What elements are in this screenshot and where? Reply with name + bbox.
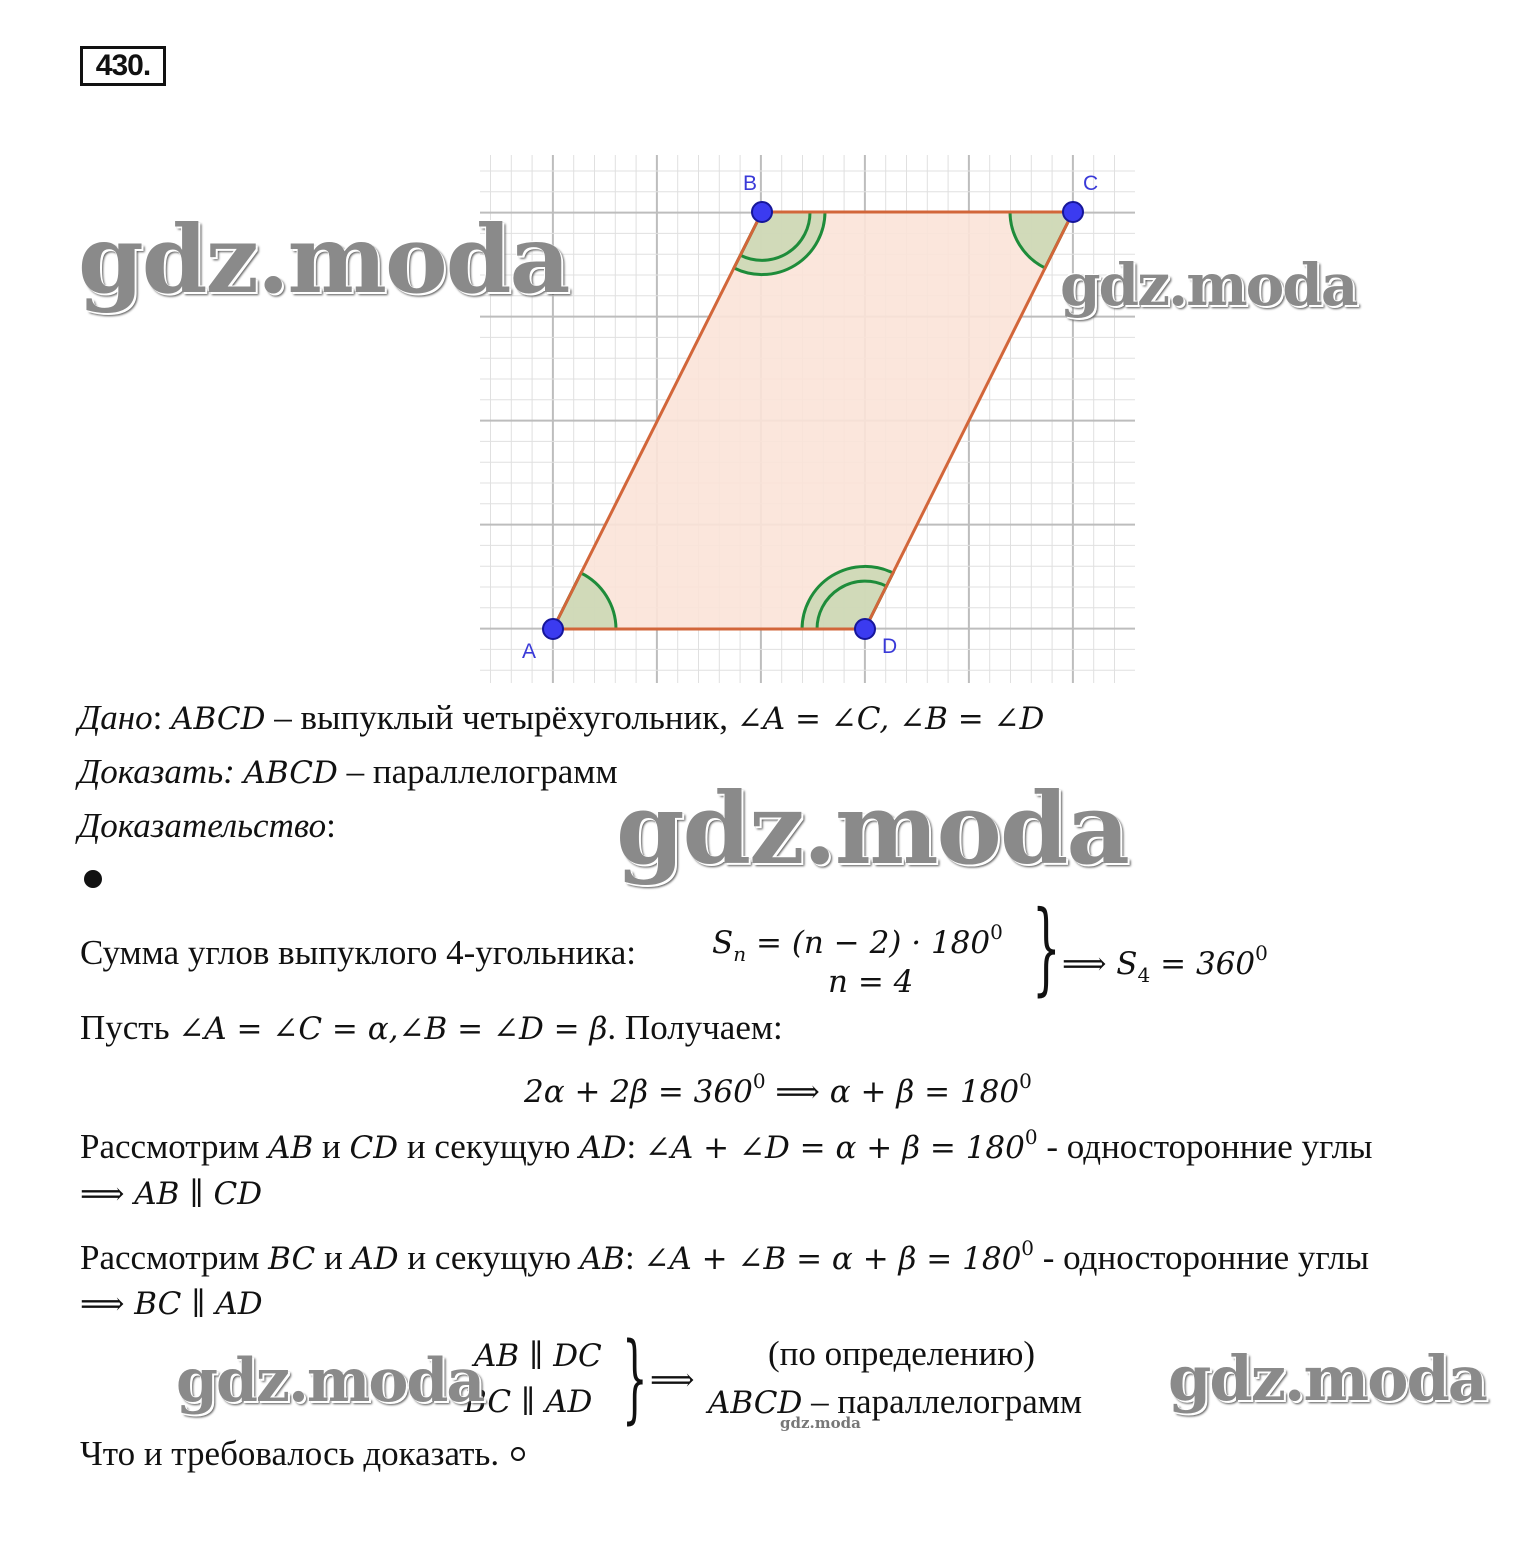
point-c — [1063, 202, 1083, 222]
prove-figure: ABCD — [243, 755, 338, 791]
watermark: gdz.moda — [176, 1346, 484, 1416]
step2-m3: AB — [579, 1241, 625, 1277]
sum-formula-sup: 0 — [990, 920, 1003, 944]
step2-expr: ∠A + ∠B = α + β = 180 — [643, 1241, 1022, 1277]
prove-label: Доказать: — [78, 752, 235, 791]
bullet — [84, 870, 102, 888]
let-word: Пусть — [80, 1008, 179, 1047]
sum-result-sub: 4 — [1137, 963, 1151, 987]
point-b — [752, 202, 772, 222]
step2-conclusion: ⟹ BC ∥ AD — [80, 1286, 263, 1322]
sum-result — [1062, 933, 1268, 995]
step1-m2: CD — [349, 1130, 399, 1166]
step1-expr: ∠A + ∠D = α + β = 180 — [644, 1130, 1025, 1166]
watermark: gdz.moda — [78, 205, 569, 315]
step1-w3: и секущую — [398, 1127, 580, 1166]
point-a — [543, 619, 563, 639]
final-line1: AB ∥ DC — [474, 1338, 602, 1374]
eq-left: 2α + 2β = 360 — [524, 1074, 753, 1110]
final-word: параллелограмм — [837, 1382, 1083, 1421]
label-a: A — [522, 640, 537, 663]
step1-m1: AB — [268, 1130, 314, 1166]
final-dash: – — [802, 1382, 838, 1421]
final-note: (по определению) — [768, 1334, 1036, 1373]
step1-sup: 0 — [1024, 1125, 1038, 1149]
sum-s-sub: n — [733, 942, 747, 966]
given-line — [78, 698, 1044, 739]
eq-mid: ⟹ α + β = 180 — [765, 1074, 1020, 1110]
watermark: gdz.moda — [616, 772, 1128, 887]
final-brace: } — [622, 1322, 648, 1434]
given-condition: ∠A = ∠C, ∠B = ∠D — [736, 701, 1045, 737]
given-dash: – — [265, 698, 301, 737]
sum-formula-bottom: n = 4 — [828, 964, 914, 1000]
watermark: gdz.moda — [780, 1414, 861, 1432]
step1-w2: и — [313, 1127, 350, 1166]
given-text: выпуклый четырёхугольник, — [300, 698, 737, 737]
step2-m2: AD — [351, 1241, 399, 1277]
step1-w1: Рассмотрим — [80, 1127, 269, 1166]
let-expr: ∠A = ∠C = α,∠B = ∠D = β — [178, 1011, 608, 1047]
eq-sup1: 0 — [752, 1069, 766, 1093]
let-tail: . Получаем: — [607, 1008, 783, 1047]
equation-line — [524, 1061, 1032, 1112]
given-label: Дано — [78, 698, 153, 737]
qed-circle-icon — [511, 1447, 525, 1461]
problem-number: 430. — [80, 46, 166, 86]
step1-line — [80, 1117, 1373, 1168]
final-arrow: ⟹ — [650, 1362, 695, 1398]
let-line — [80, 1008, 783, 1049]
label-c: C — [1083, 172, 1099, 195]
proof-label: Доказательство — [78, 806, 327, 845]
sum-arrow: ⟹ — [1062, 946, 1117, 982]
sum-s: S — [712, 925, 734, 961]
final-conclusion — [708, 1382, 1082, 1423]
watermark: gdz.moda — [1060, 251, 1357, 319]
step2-w3: и секущую — [398, 1238, 580, 1277]
proof-colon: : — [326, 806, 336, 845]
qed-text: Что и требовалось доказать. — [80, 1434, 500, 1473]
sum-text: Сумма углов выпуклого 4-угольника: — [80, 933, 636, 972]
step2-w1: Рассмотрим — [80, 1238, 269, 1277]
parallelogram-figure — [480, 155, 1140, 685]
step1-m3: AD — [579, 1130, 627, 1166]
sum-result-sup: 0 — [1255, 941, 1268, 965]
prove-text: параллелограмм — [372, 752, 618, 791]
prove-line — [78, 752, 618, 793]
step2-w2: и — [315, 1238, 352, 1277]
step2-line — [80, 1228, 1369, 1279]
step2-colon: : — [624, 1238, 644, 1277]
proof-line — [78, 806, 336, 846]
sum-result-val: = 360 — [1150, 946, 1256, 982]
label-b: B — [743, 172, 758, 195]
step1-conclusion: ⟹ AB ∥ CD — [80, 1176, 263, 1212]
qed-line — [80, 1434, 525, 1474]
step2-tail: - односторонние углы — [1034, 1238, 1369, 1277]
step1-colon: : — [626, 1127, 645, 1166]
eq-sup2: 0 — [1019, 1069, 1032, 1093]
final-figure: ABCD — [708, 1385, 803, 1421]
given-figure: ABCD — [171, 701, 266, 737]
sum-formula: = (n − 2) · 180 — [746, 925, 991, 961]
watermark: gdz.moda — [1168, 1342, 1486, 1415]
step2-m1: BC — [268, 1241, 316, 1277]
given-colon: : — [152, 698, 163, 737]
prove-dash: – — [337, 752, 373, 791]
step2-sup: 0 — [1021, 1236, 1035, 1260]
final-line2: BC ∥ AD — [464, 1384, 593, 1420]
sum-brace: } — [1032, 889, 1061, 1006]
label-d: D — [882, 635, 898, 658]
sum-result-s: S — [1116, 946, 1138, 982]
step1-tail: - односторонние углы — [1037, 1127, 1373, 1166]
point-d — [855, 619, 875, 639]
